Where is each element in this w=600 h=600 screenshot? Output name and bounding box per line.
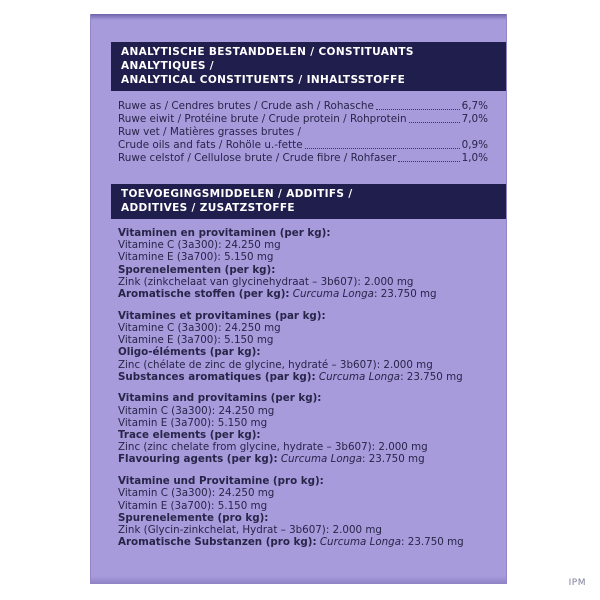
vitamins-title: Vitamines et provitamines (par kg):	[118, 309, 326, 322]
package-side-panel	[90, 14, 507, 584]
constituent-label: Ruw vet / Matières grasses brutes /	[118, 126, 302, 138]
header-line: ADDITIVES / ZUSATZSTOFFE	[121, 202, 295, 214]
vitamin-c-line: Vitamin C (3a300): 24.250 mg	[118, 404, 275, 417]
aromatics-value: : 23.750 mg	[401, 536, 464, 549]
aromatics-label: Substances aromatiques (par kg):	[118, 370, 316, 383]
vitamin-e-line: Vitamine E (3a700): 5.150 mg	[118, 251, 274, 264]
aromatics-name: Curcuma Longa	[319, 536, 402, 549]
additives-group-nl	[118, 227, 492, 300]
constituent-value: 0,9%	[461, 139, 488, 151]
aromatics-line	[118, 536, 492, 548]
vitamins-title: Vitamins and provitamins (per kg):	[118, 392, 322, 405]
aromatics-value: : 23.750 mg	[373, 288, 437, 301]
additives-group-en	[118, 392, 492, 465]
aromatics-label: Aromatische Substanzen (pro kg):	[118, 536, 317, 549]
aromatics-name: Curcuma Longa	[292, 288, 374, 301]
aromatics-value: : 23.750 mg	[362, 453, 425, 466]
trace-elements-title: Sporenelementen (per kg):	[118, 263, 276, 276]
zinc-line: Zinc (chélate de zinc de glycine, hydraté – 3b607): 2.000 mg	[118, 358, 433, 371]
vitamin-e-line: Vitamin E (3a700): 5.150 mg	[118, 499, 268, 512]
constituent-row	[118, 100, 488, 113]
header-line: ANALYTICAL CONSTITUENTS / INHALTSSTOFFE	[121, 74, 406, 86]
zinc-line: Zinc (zinc chelate from glycine, hydrate – 3b607): 2.000 mg	[118, 441, 428, 454]
constituent-row	[118, 152, 488, 165]
vitamin-c-line: Vitamine C (3a300): 24.250 mg	[118, 239, 281, 252]
additives-group-de	[118, 475, 492, 548]
leader-dots	[376, 109, 460, 110]
leader-dots	[409, 122, 460, 123]
aromatics-line	[118, 453, 492, 465]
vitamin-c-line: Vitamin C (3a300): 24.250 mg	[118, 487, 275, 500]
additives-group-fr	[118, 310, 492, 383]
header-line: TOEVOEGINGSMIDDELEN / ADDITIFS /	[121, 188, 353, 200]
constituent-label: Ruwe celstof / Cellulose brute / Crude fibre / Rohfaser	[118, 152, 397, 164]
aromatics-name: Curcuma Longa	[280, 453, 363, 466]
constituent-value: 6,7%	[461, 100, 488, 112]
aromatics-line	[118, 371, 492, 383]
ipm-logo: IPM	[568, 578, 586, 588]
package-top-edge	[91, 14, 506, 20]
constituent-row	[118, 126, 488, 139]
constituent-row	[118, 113, 488, 126]
leader-dots	[398, 161, 459, 162]
constituent-value: 7,0%	[461, 113, 488, 125]
constituent-label: Ruwe eiwit / Protéine brute / Crude protein / Rohprotein	[118, 113, 407, 125]
constituent-row	[118, 139, 488, 152]
aromatics-value: : 23.750 mg	[400, 370, 463, 383]
constituent-label: Ruwe as / Cendres brutes / Crude ash / Rohasche	[118, 100, 374, 112]
zinc-line: Zink (zinkchelaat van glycinehydraat – 3b607): 2.000 mg	[118, 275, 414, 288]
aromatics-label: Aromatische stoffen (per kg):	[118, 288, 290, 301]
vitamin-e-line: Vitamine E (3a700): 5.150 mg	[118, 334, 274, 347]
trace-elements-title: Spurenelemente (pro kg):	[118, 511, 269, 524]
aromatics-name: Curcuma Longa	[318, 370, 401, 383]
additives-header	[111, 184, 506, 219]
constituent-label: Crude oils and fats / Rohöle u.-fette	[118, 139, 303, 151]
additives-list	[118, 227, 492, 558]
analytical-constituents-list	[118, 100, 488, 165]
zinc-line: Zink (Glycin-zinkchelat, Hydrat – 3b607): 2.000 mg	[118, 523, 382, 536]
vitamin-e-line: Vitamin E (3a700): 5.150 mg	[118, 416, 268, 429]
trace-elements-title: Oligo-éléments (par kg):	[118, 346, 261, 359]
constituent-value: 1,0%	[461, 152, 488, 164]
vitamin-c-line: Vitamine C (3a300): 24.250 mg	[118, 321, 281, 334]
vitamins-title: Vitaminen en provitaminen (per kg):	[118, 227, 331, 239]
analytical-constituents-header	[111, 42, 506, 91]
aromatics-line	[118, 288, 492, 300]
vitamins-title: Vitamine und Provitamine (pro kg):	[118, 475, 324, 488]
aromatics-label: Flavouring agents (per kg):	[118, 453, 278, 466]
package-bottom-edge	[91, 576, 506, 584]
leader-dots	[305, 148, 460, 149]
header-line: ANALYTISCHE BESTANDDELEN / CONSTITUANTS ANALYTIQUES /	[121, 46, 414, 72]
trace-elements-title: Trace elements (per kg):	[118, 429, 261, 442]
